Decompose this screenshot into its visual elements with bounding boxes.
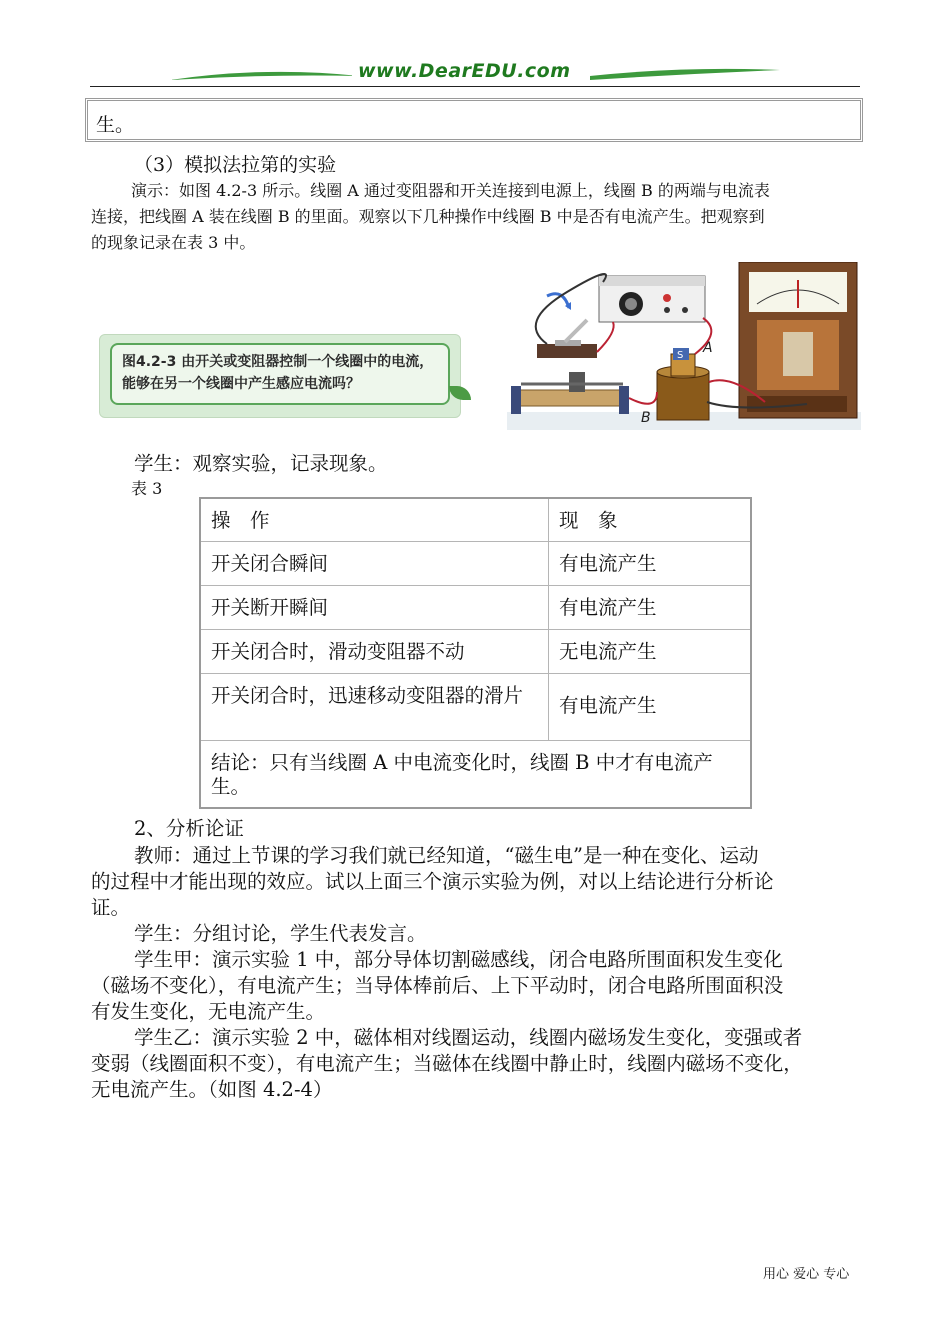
table-cell-operation: 开关闭合瞬间 — [201, 542, 549, 585]
label-a: A — [703, 340, 713, 356]
table-row — [201, 629, 750, 673]
table-cell-phenomenon: 有电流产生 — [559, 552, 657, 575]
table-row — [201, 541, 750, 585]
table-cell-operation: 开关断开瞬间 — [201, 586, 549, 629]
section-3-title: （3）模拟法拉第的实验 — [134, 154, 337, 176]
table-conclusion: 结论：只有当线圈 A 中电流变化时，线圈 B 中才有电流产生。 — [211, 751, 713, 798]
student-b-line-2: 变弱（线圈面积不变），有电流产生；当磁体在线圈中静止时，线圈内磁场不变化， — [91, 1052, 803, 1075]
student-a-line-3: 有发生变化，无电流产生。 — [91, 1000, 326, 1023]
table-header-row — [201, 499, 750, 541]
student-b-line-1: 学生乙：演示实验 2 中，磁体相对线圈运动，线圈内磁场发生变化，变强或者 — [134, 1026, 803, 1049]
coil-b-icon — [657, 348, 709, 420]
header-swoosh-left-icon — [170, 68, 360, 82]
previous-box-text: 生。 — [96, 114, 135, 136]
switch-icon — [537, 294, 597, 358]
demo-line-3: 的现象记录在表 3 中。 — [91, 233, 256, 252]
table-3 — [199, 497, 752, 809]
table-row — [201, 673, 750, 740]
table-conclusion-row — [201, 740, 750, 807]
site-logo[interactable]: www.DearEDU.com — [352, 60, 577, 82]
rheostat-icon — [511, 372, 629, 414]
experiment-apparatus-image — [507, 262, 861, 430]
table-row — [201, 585, 750, 629]
student-b-line-3: 无电流产生。（如图 4.2-4） — [91, 1078, 333, 1101]
figure-caption: 图4.2-3 由开关或变阻器控制一个线圈中的电流，能够在另一个线圈中产生感应电流吗？ — [110, 343, 450, 405]
header-swoosh-right-icon — [590, 68, 780, 82]
table-cell-operation: 开关闭合时，滑动变阻器不动 — [201, 630, 549, 673]
page-footer: 用心 爱心 专心 — [763, 1267, 850, 1282]
table-header-operation: 操 作 — [201, 499, 549, 541]
power-supply-icon — [599, 276, 705, 322]
analysis-title: 2、分析论证 — [134, 817, 244, 840]
table-cell-phenomenon: 有电流产生 — [559, 694, 657, 717]
page-header — [90, 58, 860, 92]
student-a-line-1: 学生甲：演示实验 1 中，部分导体切割磁感线，闭合电路所围面积发生变化 — [134, 948, 783, 971]
label-b: B — [641, 410, 651, 426]
demo-line-2: 连接，把线圈 A 装在线圈 B 的里面。观察以下几种操作中线圈 B 中是否有电流产生。把观察到 — [91, 207, 765, 226]
table-cell-phenomenon: 有电流产生 — [559, 596, 657, 619]
figure-caption-card — [99, 334, 461, 418]
demo-line-1: 演示：如图 4.2-3 所示。线圈 A 通过变阻器和开关连接到电源上，线圈 B 的两端与电流表 — [131, 181, 770, 200]
teacher-line-2: 的过程中才能出现的效应。试以上面三个演示实验为例，对以上结论进行分析论 — [91, 870, 774, 893]
group-discuss: 学生：分组讨论，学生代表发言。 — [134, 922, 427, 945]
figure-4-2-3 — [97, 262, 861, 430]
previous-box — [85, 98, 863, 142]
table-cell-operation: 开关闭合时，迅速移动变阻器的滑片 — [201, 674, 549, 740]
teacher-line-1: 教师：通过上节课的学习我们就已经知道，“磁生电”是一种在变化、运动 — [134, 844, 759, 867]
teacher-line-3: 证。 — [91, 896, 131, 919]
table-cell-phenomenon: 无电流产生 — [559, 640, 657, 663]
table-3-label: 表 3 — [131, 479, 163, 498]
header-rule — [90, 86, 860, 87]
student-a-line-2: （磁场不变化），有电流产生；当导体棒前后、上下平动时，闭合电路所围面积没 — [91, 974, 784, 997]
table-header-phenomenon: 现 象 — [559, 509, 618, 532]
label-s: S — [677, 350, 684, 361]
student-observe: 学生：观察实验，记录现象。 — [134, 452, 388, 475]
